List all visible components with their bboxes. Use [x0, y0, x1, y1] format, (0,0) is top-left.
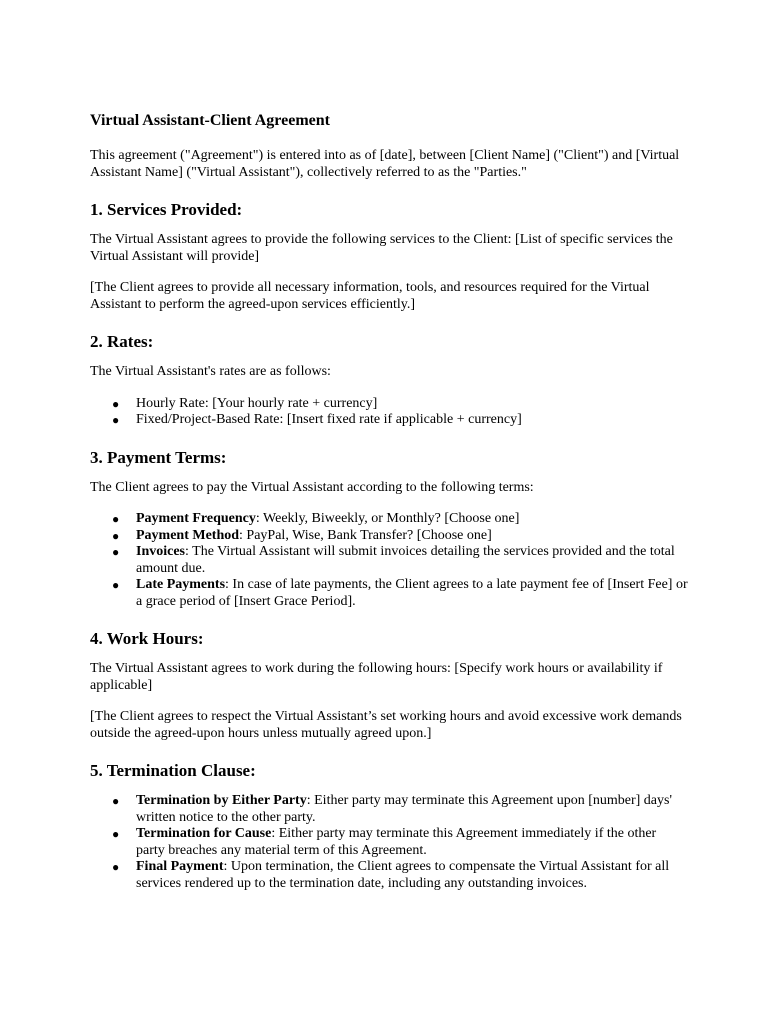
- hours-paragraph-1: The Virtual Assistant agrees to work during the following hours: [Specify work hours or availability if applicable]: [90, 661, 663, 693]
- payment-list: [90, 511, 688, 610]
- bullet-icon: ●: [112, 396, 120, 411]
- bullet-icon: ●: [112, 827, 120, 841]
- list-item-text: : Upon termination, the Client agrees to compensate the Virtual Assistant for all services rendered up to the termination date, including any outstanding invoices.: [136, 859, 670, 891]
- document-title: Virtual Assistant-Client Agreement: [90, 112, 330, 129]
- list-item: [90, 412, 688, 429]
- list-item-text: : PayPal, Wise, Bank Transfer? [Choose one]: [239, 527, 492, 543]
- list-item-label: Termination for Cause: [136, 826, 272, 841]
- list-item: [90, 396, 688, 413]
- section-heading-payment: 3. Payment Terms:: [90, 447, 227, 467]
- bullet-icon: ●: [112, 512, 120, 526]
- list-item: [90, 544, 688, 577]
- rates-list: [90, 396, 688, 429]
- hours-paragraph-2: [The Client agrees to respect the Virtual Assistant’s set working hours and avoid excessive work demands outside the agreed-upon hours unless mutually agreed upon.]: [90, 709, 682, 741]
- list-item-label: Termination by Either Party: [136, 793, 307, 808]
- termination-list: [90, 793, 688, 892]
- list-item-label: Invoices: [136, 544, 185, 559]
- section-heading-rates: 2. Rates:: [90, 332, 154, 351]
- list-item-text: : Either party may terminate this Agreement immediately if the other party breaches any material term of this Agreement.: [136, 826, 657, 858]
- list-item-text: : Weekly, Biweekly, or Monthly? [Choose one]: [255, 511, 520, 526]
- list-item: [90, 826, 688, 859]
- list-item: [90, 793, 688, 826]
- bullet-icon: ●: [112, 578, 120, 592]
- list-item-label: Final Payment: [136, 859, 224, 874]
- bullet-icon: ●: [112, 545, 120, 559]
- list-item-label: Late Payments: [136, 577, 226, 592]
- payment-paragraph: The Client agrees to pay the Virtual Assistant according to the following terms:: [90, 479, 534, 495]
- intro-paragraph: This agreement ("Agreement") is entered into as of [date], between [Client Name] ("Client") and [Virtual Assistant Name] ("Virtual Assistant"), collectively referred to as the "Parties.": [90, 148, 680, 180]
- list-item-text: Fixed/Project-Based Rate: [Insert fixed rate if applicable + currency]: [136, 412, 522, 427]
- services-paragraph-1: The Virtual Assistant agrees to provide the following services to the Client: [List of specific services the Virtual Assistant will provide]: [90, 232, 673, 264]
- list-item: [90, 528, 688, 545]
- list-item-text: : In case of late payments, the Client agrees to a late payment fee of [Insert Fee] or a grace period of [Insert Grace Period].: [136, 577, 688, 609]
- bullet-icon: ●: [112, 860, 120, 874]
- section-heading-work-hours: 4. Work Hours:: [90, 629, 204, 648]
- section-heading-services: 1. Services Provided:: [90, 200, 243, 219]
- list-item: [90, 859, 688, 892]
- list-item-label: Payment Frequency: [136, 511, 256, 526]
- list-item-text: Hourly Rate: [Your hourly rate + currency]: [136, 395, 378, 411]
- list-item-text: : Either party may terminate this Agreement upon [number] days' written notice to the other party.: [136, 793, 672, 825]
- list-item: [90, 577, 688, 610]
- list-item-label: Payment Method: [136, 527, 240, 543]
- list-item-text: : The Virtual Assistant will submit invoices detailing the services provided and the total amount due.: [136, 544, 675, 576]
- section-heading-termination: 5. Termination Clause:: [90, 761, 256, 780]
- bullet-icon: ●: [112, 794, 120, 808]
- list-item: [90, 511, 688, 528]
- services-paragraph-2: [The Client agrees to provide all necessary information, tools, and resources required for the Virtual Assistant to perform the agreed-upon services efficiently.]: [90, 280, 650, 312]
- rates-paragraph: The Virtual Assistant's rates are as follows:: [90, 364, 331, 379]
- bullet-icon: ●: [112, 413, 120, 427]
- document-page: [90, 111, 688, 910]
- bullet-icon: ●: [112, 528, 120, 543]
